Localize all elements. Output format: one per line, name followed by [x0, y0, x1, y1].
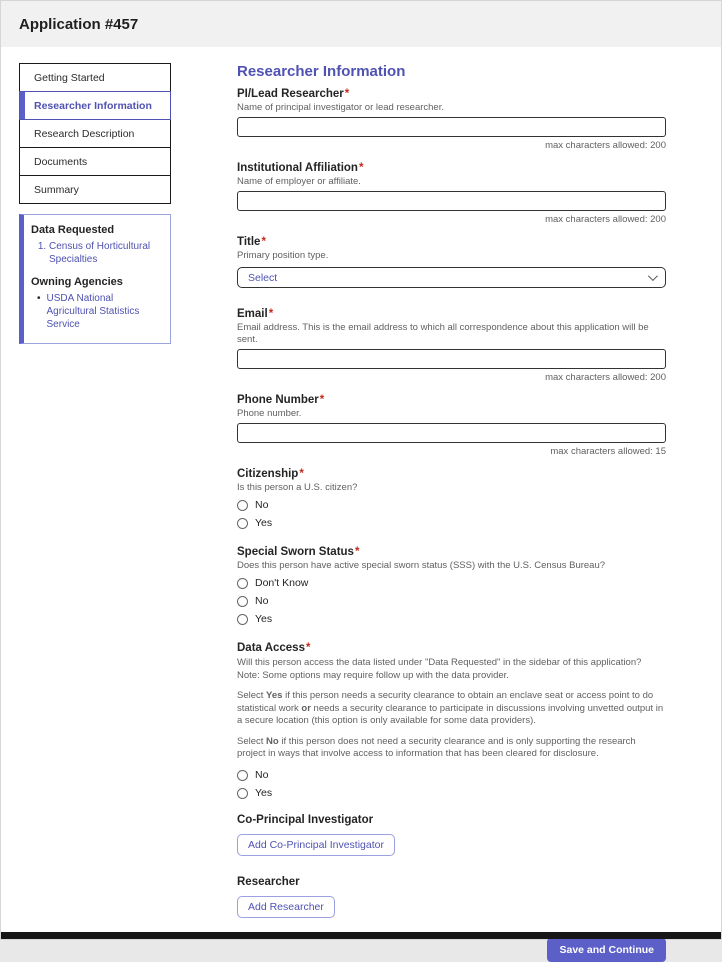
data-access-paragraph-1: Will this person access the data listed under "Data Requested" in the sidebar of this application? Note: Some options may require follow up with the data provider.	[237, 657, 642, 681]
pi-lead-researcher-input[interactable]	[237, 117, 666, 137]
max-characters-note: max characters allowed: 200	[545, 140, 666, 151]
required-asterisk: *	[344, 88, 350, 100]
owning-agency-item: • USDA National Agricultural Statistics Service	[37, 293, 140, 330]
required-asterisk: *	[299, 468, 304, 480]
section-co-principal-investigator	[237, 814, 666, 856]
form-footer	[237, 938, 666, 962]
field-special-sworn-status	[237, 546, 666, 626]
field-help: Does this person have active special sworn status (SSS) with the U.S. Census Bureau?	[237, 560, 606, 571]
save-and-continue-button[interactable]: Save and Continue	[547, 938, 666, 962]
required-asterisk: *	[305, 642, 311, 654]
bullet-icon: •	[37, 293, 41, 304]
sidebar-item-getting-started[interactable]	[19, 63, 171, 92]
field-citizenship	[237, 468, 666, 530]
sidebar-item-label: Getting Started	[34, 72, 105, 84]
required-asterisk: *	[354, 546, 360, 558]
institutional-affiliation-input[interactable]	[237, 191, 666, 211]
field-help: Name of principal investigator or lead researcher.	[237, 102, 444, 113]
required-asterisk: *	[358, 162, 364, 174]
max-characters-note: max characters allowed: 15	[550, 446, 666, 457]
field-data-access	[237, 642, 666, 800]
sidebar-item-label: Research Description	[34, 128, 135, 140]
owning-agencies-heading: Owning Agencies	[31, 276, 123, 288]
sidebar-item-label: Researcher Information	[34, 100, 152, 112]
application-summary-box	[19, 214, 171, 344]
email-input[interactable]	[237, 349, 666, 369]
app-header	[1, 1, 721, 47]
section-researcher	[237, 876, 666, 918]
sidebar-item-label: Summary	[34, 184, 79, 196]
radio-icon	[237, 518, 248, 529]
field-institutional-affiliation	[237, 162, 666, 226]
max-characters-note: max characters allowed: 200	[545, 214, 666, 225]
radio-icon	[237, 500, 248, 511]
form-title: Researcher Information	[237, 63, 406, 80]
required-asterisk: *	[319, 394, 325, 406]
data-requested-heading: Data Requested	[31, 224, 115, 236]
form-panel	[237, 63, 666, 962]
field-label: Institutional Affiliation*	[237, 162, 364, 174]
citizenship-options	[237, 499, 666, 530]
radio-icon	[237, 788, 248, 799]
field-label: Special Sworn Status*	[237, 546, 360, 558]
section-label: Co-Principal Investigator	[237, 813, 374, 826]
required-asterisk: *	[261, 236, 266, 248]
sidebar-item-researcher-information[interactable]	[19, 91, 171, 120]
title-select[interactable]	[237, 267, 666, 288]
field-help: Name of employer or affiliate.	[237, 176, 361, 187]
owning-agencies-list	[31, 292, 162, 331]
sidebar-item-label: Documents	[34, 156, 88, 168]
data-access-option-yes[interactable]: Yes	[237, 787, 666, 800]
data-access-paragraph-3: Select No if this person does not need a security clearance and is only supporting the research project in ways that involve access to information that has been cleared for disclosure.	[237, 735, 636, 759]
radio-icon	[237, 578, 248, 589]
field-label: Citizenship*	[237, 468, 304, 480]
sss-option-yes[interactable]: Yes	[237, 613, 666, 626]
radio-icon	[237, 596, 248, 607]
sidebar-item-summary[interactable]	[19, 175, 171, 204]
select-value: Select	[248, 271, 278, 284]
required-asterisk: *	[268, 308, 274, 320]
sidebar-item-research-description[interactable]	[19, 119, 171, 148]
field-label: Phone Number*	[237, 394, 325, 406]
sss-options	[237, 577, 666, 626]
add-co-principal-investigator-button[interactable]: Add Co-Principal Investigator	[237, 834, 395, 856]
field-help: Email address. This is the email address to which all correspondence about this application will be sent.	[237, 322, 649, 345]
field-email	[237, 308, 666, 384]
max-characters-note: max characters allowed: 200	[545, 372, 666, 383]
field-pi-lead-researcher	[237, 88, 666, 152]
bottom-bar	[1, 932, 721, 939]
field-title	[237, 236, 666, 288]
field-label: Email*	[237, 308, 274, 320]
chevron-down-icon	[648, 271, 658, 281]
sss-option-no[interactable]: No	[237, 595, 666, 608]
citizenship-option-yes[interactable]: Yes	[237, 517, 666, 530]
phone-number-input[interactable]	[237, 423, 666, 443]
field-phone-number	[237, 394, 666, 458]
section-label: Researcher	[237, 875, 300, 888]
section-nav	[19, 63, 171, 204]
data-access-options	[237, 769, 666, 800]
field-label: Data Access*	[237, 642, 311, 654]
add-researcher-button[interactable]: Add Researcher	[237, 896, 335, 918]
data-requested-list	[31, 240, 162, 266]
field-label: PI/Lead Researcher*	[237, 88, 350, 100]
data-access-paragraph-2: Select Yes if this person needs a security clearance to obtain an enclave seat or access point to do statistical work or needs a security clearance to participate in discussions involving unvetted output in a secure location (this option is only available for some data providers).	[237, 690, 664, 726]
field-help: Is this person a U.S. citizen?	[237, 482, 358, 493]
sidebar	[19, 63, 171, 962]
data-requested-item: 1. Census of Horticultural Specialties	[49, 240, 162, 266]
sidebar-item-documents[interactable]	[19, 147, 171, 176]
page-title: Application #457	[19, 15, 139, 33]
radio-icon	[237, 614, 248, 625]
field-help: Phone number.	[237, 408, 302, 419]
radio-icon	[237, 770, 248, 781]
sss-option-dont-know[interactable]: Don't Know	[237, 577, 666, 590]
data-access-option-no[interactable]: No	[237, 769, 666, 782]
field-label: Title*	[237, 236, 266, 248]
citizenship-option-no[interactable]: No	[237, 499, 666, 512]
field-help: Primary position type.	[237, 250, 329, 261]
